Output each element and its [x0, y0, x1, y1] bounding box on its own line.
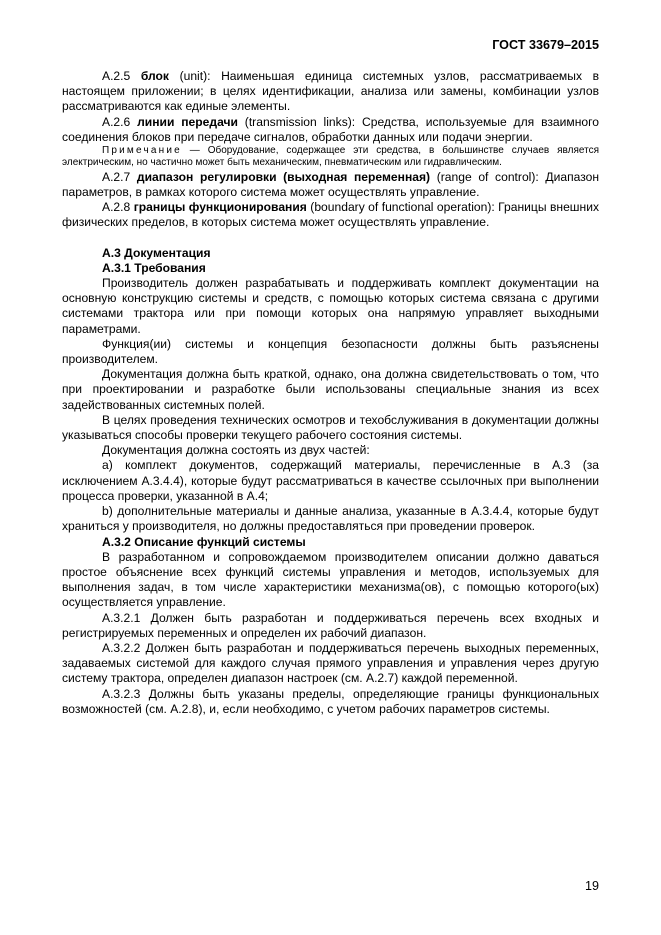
page-number: 19	[584, 879, 599, 893]
paragraph: Документация должна состоять из двух частей:	[102, 443, 370, 458]
document-body	[62, 69, 599, 717]
paragraph: А.3.2.2 Должен быть разработан и поддерживаться перечень выходных переменных, задаваемых системой для каждого случая прямого управления и управления через другую систему трактора, определен диапазон настроек (см. А.2.7) каждой переменной.	[62, 640, 599, 686]
note-label: Примечание	[102, 145, 182, 157]
def-number: А.2.8	[102, 200, 131, 215]
paragraph: А.3.2.3 Должны быть указаны пределы, определяющие границы функциональных возможностей (см. А.2.8), и, если необходимо, с учетом рабочих параметров системы.	[62, 686, 599, 716]
list-item-a: a) комплект документов, содержащий материалы, перечисленные в А.3 (за исключением А.3.4.4), которые будут рассматриваться в качестве ссылочных при выполнении процесса проверки, указанной в А.4;	[62, 458, 599, 503]
def-term: диапазон регулировки (выходная переменная)	[136, 169, 431, 184]
definition-a28	[62, 200, 599, 230]
note	[62, 145, 599, 170]
paragraph: Производитель должен разрабатывать и поддерживать комплект документации на основную конструкцию системы и средств, с помощью которых система связана с другими системами трактора или при помощи которых она напрямую управляет выходными параметрами.	[62, 276, 599, 336]
section-heading-a32: А.3.2 Описание функций системы	[102, 534, 306, 549]
definition-a26	[62, 115, 599, 145]
def-text: Средства, используемые для взаимного соединения блоков при передаче сигналов, обработки данных или подачи энергии.	[62, 114, 599, 144]
def-number: А.2.7	[102, 169, 131, 184]
note-text: — Оборудование, содержащее эти средства, в большинстве случаев является электрическим, но частично может быть механическим, пневматическим или гидравлическим.	[62, 145, 599, 169]
def-term: блок	[140, 69, 169, 83]
def-english: (transmission links):	[237, 114, 362, 129]
list-item-b: b) дополнительные материалы и данные анализа, указанные в А.3.4.4, которые будут храниться у производителя, но должны предоставляться при проведении проверок.	[62, 504, 599, 534]
def-text: Границы внешних физических пределов, в которых система может осуществлять управление.	[62, 200, 599, 230]
def-number: А.2.5	[102, 69, 131, 83]
spacer	[62, 231, 599, 246]
def-number: А.2.6	[102, 114, 131, 129]
paragraph: Функция(ии) системы и концепция безопасности должны быть разъяснены производителем.	[62, 336, 599, 367]
paragraph: А.3.2.1 Должен быть разработан и поддерживаться перечень всех входных и регистрируемых переменных и определен их рабочий диапазон.	[62, 610, 599, 640]
paragraph: В целях проведения технических осмотров и техобслуживания в документации должны указываться способы проверки текущего рабочего состояния системы.	[62, 412, 599, 443]
definition-a25	[62, 69, 599, 115]
def-english: (unit):	[168, 69, 222, 83]
def-english: (range of control):	[430, 169, 546, 184]
def-term: линии передачи	[137, 114, 238, 129]
paragraph: В разработанном и сопровождаемом производителем описании должно даваться простое объяснение всех функций системы управления и методов, используемых для выполнения задач, в том числе характеристики механизма(ов), с помощью которого(ых) осуществляется управление.	[62, 549, 599, 610]
section-heading-a3: А.3 Документация	[102, 245, 211, 260]
def-english: (boundary of functional operation):	[306, 200, 499, 215]
def-text: Диапазон параметров, в рамках которого система может осуществлять управление.	[62, 169, 600, 200]
def-term: границы функционирования	[133, 200, 307, 215]
definition-a27	[62, 170, 599, 200]
standard-header: ГОСТ 33679–2015	[492, 38, 599, 52]
section-heading-a31: А.3.1 Требования	[102, 260, 206, 275]
paragraph: Документация должна быть краткой, однако, она должна свидетельствовать о том, что при проектировании и разработке были использованы специальные знания из всех задействованных системных полей.	[62, 367, 599, 412]
def-text: Наименьшая единица системных узлов, рассматриваемых в настоящем приложении; в целях идентификации, анализа или замены, комбинации узлов рассматриваются как единые элементы.	[62, 69, 599, 114]
